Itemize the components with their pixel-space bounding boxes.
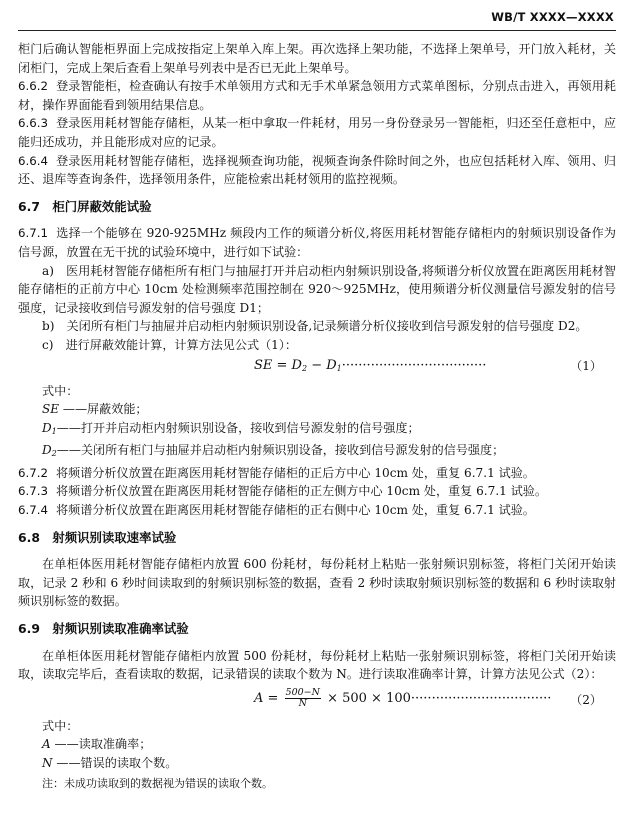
clause-text: 将频谱分析仪放置在距离医用耗材智能存储柜的正右侧中心 10cm 处，重复 6.7.1 试验。 bbox=[56, 503, 535, 518]
clause-number: 6.7.2 bbox=[18, 465, 49, 480]
clause-6-7-3 bbox=[18, 482, 616, 501]
where-label: 式中： bbox=[42, 383, 79, 398]
doc-code-header: WB/T XXXX—XXXX bbox=[491, 10, 614, 24]
clause-text: 选择一个能够在 920-925MHz 频段内工作的频谱分析仪,将医用耗材智能存储柜内的射频识别设备作为信号源，放置在无干扰的试验环境中，进行如下试验： bbox=[18, 226, 616, 259]
formula-2-expression: A = $\frac{500-N}{N}$ × 500 × 100·································· bbox=[254, 686, 552, 709]
definition-a: A ——读取准确率； bbox=[42, 737, 152, 752]
list-item-c: c) 进行屏蔽效能计算，计算方法见公式（1）： bbox=[42, 337, 298, 352]
paragraph-6-6-1-continued: 柜门后确认智能柜界面上完成按指定上架单入库上架。再次选择上架功能，不选择上架单号，开门放入耗材，关闭柜门，完成上架后查看上架单号列表中是否已无此上架单号。 bbox=[18, 42, 616, 75]
clause-number: 6.6.4 bbox=[18, 153, 49, 168]
fraction: $\frac{500-N}{N}$ bbox=[285, 686, 320, 709]
leader-dots: ··································· bbox=[341, 357, 487, 373]
where-label: 式中： bbox=[42, 718, 79, 733]
formula-1-expression: SE = $D_2 - D_1\cdot\cdot\cdot\cdot\cdot\cdot\cdot\cdot\cdot\cdot\cdot\cdot\cdot\cdot\cdot\cdot\cdot\cdot\cdot\cdot\cdot\cdot\cdot\cdot\cdot\cdot\cdot\cdot\cdot\cdot\cdot\cdot\cdot\cdot\cdot$ bbox=[254, 357, 487, 373]
clause-text: 将频谱分析仪放置在距离医用耗材智能存储柜的正后方中心 10cm 处，重复 6.7.1 试验。 bbox=[56, 465, 535, 480]
definition-n: N ——错误的读取个数。 bbox=[42, 756, 178, 770]
clause-number: 6.7.1 bbox=[18, 226, 49, 241]
list-item-a: a) 医用耗材智能存储柜所有柜门与抽屉打开并启动柜内射频识别设备,将频谱分析仪放置在距离医用耗材智能存储柜的正前方中心 10cm 处检测频率范围控制在 920～925MHz，使用频谱分析仪测量信号源发射的信号强度，记录接收到信号源发射的信号强度 D1； bbox=[18, 263, 616, 315]
clause-text: 登录医用耗材智能存储柜，从某一柜中拿取一件耗材，用另一身份登录另一智能柜，归还至任意柜中，应能归还成功，并且能形成对应的记录。 bbox=[18, 116, 616, 149]
clause-6-6-3 bbox=[18, 114, 616, 151]
section-title-6-8: 6.8 射频识别读取速率试验 bbox=[18, 529, 177, 545]
formula-1 bbox=[18, 356, 616, 378]
document-body bbox=[18, 40, 616, 793]
section-title-6-9: 6.9 射频识别读取准确率试验 bbox=[18, 621, 189, 637]
definition-d1: $D_1——$打开并启动柜内射频识别设备，接收到信号源发射的信号强度； bbox=[42, 420, 420, 436]
formula-2 bbox=[18, 685, 616, 713]
clause-number: 6.7.4 bbox=[18, 503, 49, 518]
clause-number: 6.6.2 bbox=[18, 79, 49, 94]
section-title-6-7: 6.7 柜门屏蔽效能试验 bbox=[18, 198, 152, 214]
formula-1-number: （1） bbox=[570, 358, 602, 373]
clause-text: 将频谱分析仪放置在距离医用耗材智能存储柜的正左侧方中心 10cm 处，重复 6.7.1 试验。 bbox=[56, 484, 547, 499]
paragraph-6-9: 在单柜体医用耗材智能存储柜内放置 500 份耗材，每份耗材上粘贴一张射频识别标签，将柜门关闭开始读取，读取完毕后，查看读取的数据，记录错误的读取个数为 N。进行读取准确率计算，计算方法见公式（2）： bbox=[18, 648, 616, 682]
note: 注：未成功读取到的数据视为错误的读取个数。 bbox=[42, 776, 273, 790]
clause-text: 登录医用耗材智能存储柜，选择视频查询功能，视频查询条件除时间之外，也应包括耗材入库、领用、归还、退库等查询条件，选择领用条件，应能检索出耗材领用的监控视频。 bbox=[18, 153, 616, 187]
clause-text: 登录智能柜，检查确认有按手术单领用方式和无手术单紧急领用方式菜单图标，分别点击进入，再领用耗材，操作界面能看到领用结果信息。 bbox=[18, 79, 616, 112]
leader-dots: ·································· bbox=[410, 690, 552, 706]
clause-6-7-4 bbox=[18, 501, 616, 520]
list-item-b: b) 关闭所有柜门与抽屉并启动柜内射频识别设备,记录频谱分析仪接收到信号源发射的信号强度 D2。 bbox=[42, 319, 588, 334]
formula-2-number: （2） bbox=[570, 692, 602, 707]
definition-se: SE ——屏蔽效能； bbox=[42, 402, 148, 417]
clause-6-7-2 bbox=[18, 464, 616, 483]
clause-6-6-2 bbox=[18, 77, 616, 114]
clause-6-6-4 bbox=[18, 152, 616, 189]
paragraph-6-8: 在单柜体医用耗材智能存储柜内放置 600 份耗材，每份耗材上粘贴一张射频识别标签，将柜门关闭开始读取，记录 2 秒和 6 秒时间读取到的射频识别标签的数据，查看 2 秒时读取射频识别标签的数据和 6 秒时读取射频识别标签的数据。 bbox=[18, 557, 616, 609]
header-rule bbox=[18, 30, 616, 31]
clause-number: 6.6.3 bbox=[18, 116, 49, 131]
clause-number: 6.7.3 bbox=[18, 484, 49, 499]
definition-d2: $D_2——$关闭所有柜门与抽屉并启动柜内射频识别设备，接收到信号源发射的信号强度； bbox=[42, 443, 505, 459]
clause-6-7-1 bbox=[18, 224, 616, 261]
